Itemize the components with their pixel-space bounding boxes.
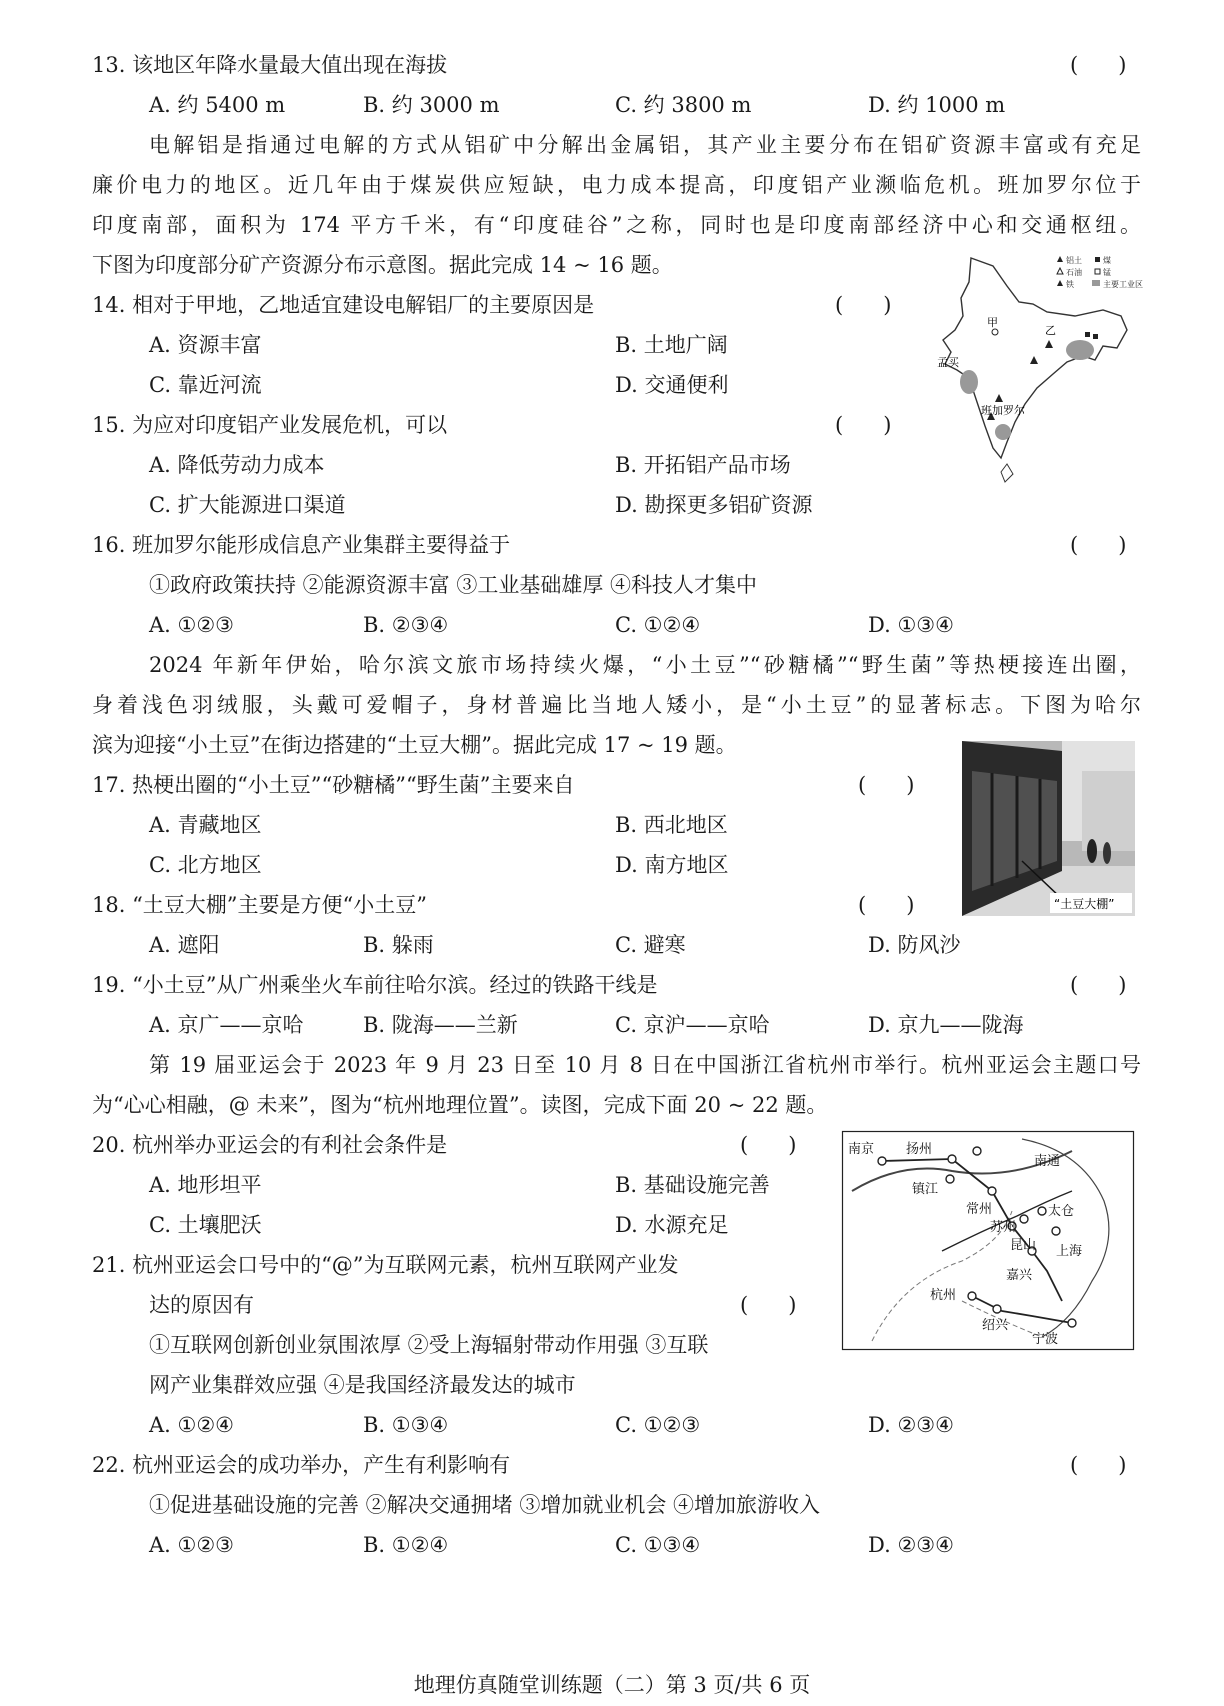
q14-option-c: C. 靠近河流 <box>149 373 262 397</box>
q20-option-b: B. 基础设施完善 <box>615 1173 770 1197</box>
q15-option-d: D. 勘探更多铝矿资源 <box>615 493 813 517</box>
q19-option-b: B. 陇海——兰新 <box>363 1013 518 1037</box>
place-yi: 乙 <box>1045 324 1056 337</box>
q19-stem: 19. “小土豆”从广州乘坐火车前往哈尔滨。经过的铁路干线是 <box>92 973 658 997</box>
place-hangzhou: 杭州 <box>930 1288 957 1303</box>
intro20-line-1: 第 19 届亚运会于 2023 年 9 月 23 日至 10 月 8 日在中国浙江省杭州市举行。杭州亚运会主题口号 <box>149 1053 1141 1077</box>
q13-option-c: C. 约 3800 m <box>615 93 752 117</box>
intro17-line-1: 2024 年新年伊始，哈尔滨文旅市场持续火爆，“小土豆”“砂糖橘”“野生菌”等热梗接连出圈， <box>149 653 1141 677</box>
place-mumbai: 孟买 <box>937 356 959 369</box>
q16-option-b: B. ②③④ <box>363 613 449 637</box>
place-kunshan: 昆山 <box>1010 1238 1037 1253</box>
place-ningbo: 宁波 <box>1032 1332 1059 1347</box>
intro17-line-3: 滨为迎接“小土豆”在街边搭建的“土豆大棚”。据此完成 17 ~ 19 题。 <box>92 733 737 757</box>
place-jia: 甲 <box>987 316 998 329</box>
q15-stem: 15. 为应对印度铝产业发展危机，可以 <box>92 413 448 437</box>
place-shanghai: 上海 <box>1056 1244 1083 1259</box>
q20-answer-paren: ( ) <box>740 1133 797 1157</box>
q14-option-a: A. 资源丰富 <box>149 333 262 357</box>
place-nanjing: 南京 <box>848 1142 875 1157</box>
q14-stem: 14. 相对于甲地，乙地适宜建设电解铝厂的主要原因是 <box>92 293 595 317</box>
industrial-zone-east <box>1066 340 1094 360</box>
place-taicang: 太仓 <box>1048 1204 1075 1219</box>
photo-label: “土豆大棚” <box>1054 897 1115 911</box>
q22-option-d: D. ②③④ <box>868 1533 954 1557</box>
q22-stem: 22. 杭州亚运会的成功举办，产生有利影响有 <box>92 1453 511 1477</box>
place-zhenjiang: 镇江 <box>912 1182 939 1197</box>
q15-option-a: A. 降低劳动力成本 <box>149 453 325 477</box>
place-shaoxing: 绍兴 <box>982 1318 1009 1333</box>
q22-answer-paren: ( ) <box>1070 1453 1127 1477</box>
q15-answer-paren: ( ) <box>835 413 892 437</box>
q13-option-a: A. 约 5400 m <box>149 93 286 117</box>
q17-option-b: B. 西北地区 <box>615 813 728 837</box>
q20-option-c: C. 土壤肥沃 <box>149 1213 262 1237</box>
q16-option-a: A. ①②③ <box>149 613 234 637</box>
q19-option-d: D. 京九——陇海 <box>868 1013 1024 1037</box>
q17-option-d: D. 南方地区 <box>615 853 729 877</box>
intro14-line-4: 下图为印度部分矿产资源分布示意图。据此完成 14 ~ 16 题。 <box>92 253 673 277</box>
q20-option-a: A. 地形坦平 <box>149 1173 262 1197</box>
intro14-line-3: 印度南部，面积为 174 平方千米，有“印度硅谷”之称，同时也是印度南部经济中心和交通枢纽。 <box>92 213 1141 237</box>
place-jiaxing: 嘉兴 <box>1006 1268 1033 1283</box>
potato-tent-photo <box>962 741 1135 916</box>
q21-option-a: A. ①②④ <box>149 1413 234 1437</box>
q16-items: ①政府政策扶持 ②能源资源丰富 ③工业基础雄厚 ④科技人才集中 <box>149 573 758 597</box>
legend-industrial-zone: 主要工业区 <box>1103 280 1143 289</box>
q19-option-a: A. 京广——京哈 <box>149 1013 304 1037</box>
q17-stem: 17. 热梗出圈的“小土豆”“砂糖橘”“野生菌”主要来自 <box>92 773 575 797</box>
q20-stem: 20. 杭州举办亚运会的有利社会条件是 <box>92 1133 448 1157</box>
q16-stem: 16. 班加罗尔能形成信息产业集群主要得益于 <box>92 533 511 557</box>
q14-answer-paren: ( ) <box>835 293 892 317</box>
q21-answer-paren: ( ) <box>740 1293 797 1317</box>
place-suzhou: 苏州 <box>990 1220 1017 1235</box>
q21-items-line-2: 网产业集群效应强 ④是我国经济最发达的城市 <box>149 1373 576 1397</box>
q18-stem: 18. “土豆大棚”主要是方便“小土豆” <box>92 893 428 917</box>
q15-option-b: B. 开拓铝产品市场 <box>615 453 791 477</box>
q17-answer-paren: ( ) <box>858 773 915 797</box>
q17-option-a: A. 青藏地区 <box>149 813 262 837</box>
q21-option-b: B. ①③④ <box>363 1413 449 1437</box>
q21-option-c: C. ①②③ <box>615 1413 701 1437</box>
intro14-line-1: 电解铝是指通过电解的方式从铝矿中分解出金属铝，其产业主要分布在铝矿资源丰富或有充足 <box>149 133 1141 157</box>
legend-iron: 铁 <box>1066 280 1074 289</box>
q13-stem: 13. 该地区年降水量最大值出现在海拔 <box>92 53 448 77</box>
q16-answer-paren: ( ) <box>1070 533 1127 557</box>
q16-option-d: D. ①③④ <box>868 613 954 637</box>
legend-manganese: 锰 <box>1103 268 1111 277</box>
q21-option-d: D. ②③④ <box>868 1413 954 1437</box>
page-footer: 地理仿真随堂训练题（二）第 3 页/共 6 页 <box>413 1673 811 1697</box>
place-bangalore: 班加罗尔 <box>981 404 1025 417</box>
legend-coal: 煤 <box>1103 256 1111 265</box>
intro17-line-2: 身着浅色羽绒服，头戴可爱帽子，身材普遍比当地人矮小，是“小土豆”的显著标志。下图为哈尔 <box>92 693 1141 717</box>
q18-answer-paren: ( ) <box>858 893 915 917</box>
legend-bauxite: 铝土 <box>1066 256 1082 265</box>
q22-option-c: C. ①③④ <box>615 1533 701 1557</box>
q18-option-d: D. 防风沙 <box>868 933 961 957</box>
industrial-zone-south <box>995 424 1011 440</box>
legend-oil: 石油 <box>1066 268 1082 277</box>
q15-option-c: C. 扩大能源进口渠道 <box>149 493 346 517</box>
q13-option-d: D. 约 1000 m <box>868 93 1006 117</box>
q14-option-d: D. 交通便利 <box>615 373 729 397</box>
q20-option-d: D. 水源充足 <box>615 1213 729 1237</box>
q21-items-line-1: ①互联网创新创业氛围浓厚 ②受上海辐射带动作用强 ③互联 <box>149 1333 709 1357</box>
hangzhou-location-map <box>842 1131 1134 1350</box>
q18-option-c: C. 避寒 <box>615 933 686 957</box>
q13-answer-paren: ( ) <box>1070 53 1127 77</box>
place-nantong: 南通 <box>1034 1154 1061 1169</box>
q18-option-b: B. 躲雨 <box>363 933 434 957</box>
q21-stem-line-2: 达的原因有 <box>149 1293 254 1317</box>
q16-option-c: C. ①②④ <box>615 613 701 637</box>
industrial-zone-west <box>960 370 978 394</box>
intro14-line-2: 廉价电力的地区。近几年由于煤炭供应短缺，电力成本提高，印度铝产业濒临危机。班加罗尔位于 <box>92 173 1141 197</box>
q17-option-c: C. 北方地区 <box>149 853 262 877</box>
q19-answer-paren: ( ) <box>1070 973 1127 997</box>
q21-stem-line-1: 21. 杭州亚运会口号中的“@”为互联网元素，杭州互联网产业发 <box>92 1253 679 1277</box>
india-mineral-map <box>935 252 1143 484</box>
q19-option-c: C. 京沪——京哈 <box>615 1013 770 1037</box>
q22-option-a: A. ①②③ <box>149 1533 234 1557</box>
place-changzhou: 常州 <box>966 1202 993 1217</box>
q22-items: ①促进基础设施的完善 ②解决交通拥堵 ③增加就业机会 ④增加旅游收入 <box>149 1493 821 1517</box>
q13-option-b: B. 约 3000 m <box>363 93 500 117</box>
q18-option-a: A. 遮阳 <box>149 933 220 957</box>
place-yangzhou: 扬州 <box>906 1142 933 1157</box>
q14-option-b: B. 土地广阔 <box>615 333 728 357</box>
map-legend <box>1057 255 1143 289</box>
q22-option-b: B. ①②④ <box>363 1533 449 1557</box>
intro20-line-2: 为“心心相融，@ 未来”，图为“杭州地理位置”。读图，完成下面 20 ~ 22 题。 <box>92 1093 828 1117</box>
